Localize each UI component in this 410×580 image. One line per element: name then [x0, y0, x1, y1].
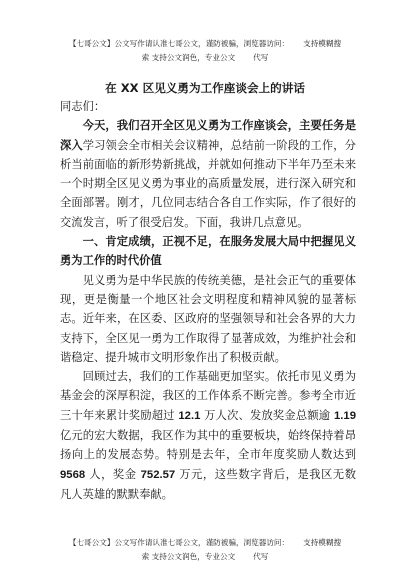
- paragraph-1-lead: 今天，我们召开全区见义勇为工作座谈会，主要任务是深入: [60, 119, 356, 152]
- stat-number-annual-bonus: 752.57: [140, 468, 176, 481]
- stat-number-awards: 12.1: [178, 409, 201, 422]
- footer-line-2-tail: 代写: [253, 552, 269, 561]
- header-line-2-main: 索 支持公文润色，专业公文: [141, 53, 236, 62]
- paragraph-1-rest: 学习领会全市相关会议精神，总结前一阶段的工作，分析当前面临的新形势新挑战，并就如何推动下半年乃至未来一个时期全区见义勇为事业的高质量发展，进行深入研究和全面部署。刚才，几位同志结合各自工作实际，作了很好的交流发言，听了很受启发。下面，我讲几点意见。: [60, 138, 356, 229]
- header-line-1-tail: 支持模糊搜: [303, 39, 342, 48]
- paragraph-3-text-4: 人，奖金: [85, 467, 141, 481]
- page-footer-notice: [40, 536, 370, 564]
- paragraph-1: [60, 116, 356, 232]
- footer-line-2-main: 索 支持公文润色，专业公文: [141, 552, 236, 561]
- stat-number-annual-awardees: 9568: [60, 468, 86, 481]
- paragraph-3-text-5: 万元，这些数字背后，是我区无数凡人英雄的默默奉献。: [60, 467, 356, 501]
- footer-line-1-main: 【七哥公文】公文写作请认准七哥公文，谨防被骗，浏览器访问：: [68, 538, 290, 547]
- header-line-2-tail: 代写: [253, 53, 269, 62]
- paragraph-3: [60, 367, 356, 504]
- salutation: 同志们：: [60, 100, 106, 113]
- header-line-1: [40, 37, 370, 51]
- document-body: [60, 97, 356, 533]
- header-line-2: [40, 51, 370, 65]
- section-heading-1: 一、肯定成绩，正视不足，在服务发展大局中把握见义勇为工作的时代价值: [60, 235, 356, 268]
- page-header-notice: [40, 37, 370, 65]
- footer-line-2: [40, 550, 370, 564]
- paragraph-3-text-3: 亿元的宏大数据，我区作为其中的重要板块，始终保持着昂扬向上的发展态势。特别是去年，全市年度奖励人数达到: [60, 429, 356, 462]
- document-title: 在 XX 区见义勇为工作座谈会上的讲话: [105, 81, 305, 95]
- paragraph-3-text-2: 万人次、发放奖金总额逾: [200, 408, 334, 422]
- header-line-1-main: 【七哥公文】公文写作请认准七哥公文，谨防被骗，浏览器访问：: [68, 39, 290, 48]
- footer-line-1-tail: 支持模糊搜: [303, 538, 342, 547]
- paragraph-2: 见义勇为是中华民族的传统美德，是社会正气的重要体现，更是衡量一个地区社会文明程度和精神风貌的显著标志。近年来，在区委、区政府的坚强领导和社会各界的大力支持下，全区见一勇为工作取得了显著成效，为维护社会和谐稳定、提升城市文明形象作出了积极贡献。: [60, 273, 356, 364]
- footer-line-1: [40, 536, 370, 550]
- paragraph-3-text-1: 回顾过去，我们的工作基础更加坚实。依托市见义勇为基金会的深厚积淀，我区的工作体系不断完善。参考全市近三十年来累计奖励超过: [60, 370, 356, 422]
- stat-number-bonus-total: 1.19: [334, 409, 356, 422]
